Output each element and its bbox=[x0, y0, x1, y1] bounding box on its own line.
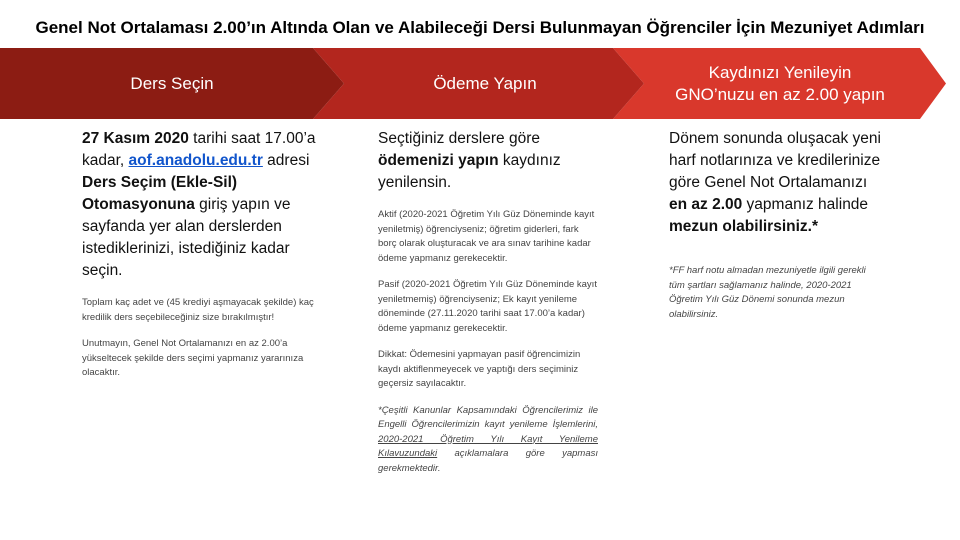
step-2-footnote-a: *Çeşitli Kanunlar Kapsamındaki Öğrencilerimiz ile Engelli Öğrencilerimizin kayıt yenileme İşlemlerini, bbox=[378, 404, 598, 430]
step-1-text-b: adresi bbox=[262, 152, 310, 169]
step-3-text-a: Dönem sonunda oluşacak yeni harf notlarınıza ve kredilerinize göre Genel Not Ortalamanızı bbox=[669, 130, 881, 191]
step-2-note-passive: Pasif (2020-2021 Öğretim Yılı Güz Döneminde kayıt yeniletmemiş) öğrenciyseniz; Ek kayıt yenileme döneminde (27.11.2020 tarihi saat 17.00’a kadar) ödeme yapmanız gerekecektir. bbox=[378, 279, 597, 334]
step-1-notes bbox=[82, 296, 318, 381]
step-1-note-reminder: Unutmayın, Genel Not Ortalamanızı en az 2.00’a yükseltecek şekilde ders seçimi yapmanız yararınıza olacaktır. bbox=[82, 338, 304, 378]
step-2-label: Ödeme Yapın bbox=[433, 73, 537, 93]
step-3-main-text bbox=[669, 128, 884, 238]
step-1-note-credits: Toplam kaç adet ve (45 krediyi aşmayacak şekilde) kaç kredilik ders seçebileceğiniz size bırakılmıştır! bbox=[82, 297, 314, 323]
step-1-main-text bbox=[82, 128, 318, 282]
step-3-label bbox=[630, 48, 930, 119]
step-3-bold-graduate: mezun olabilirsiniz.* bbox=[669, 218, 818, 235]
step-2-footnote bbox=[378, 404, 598, 477]
step-2-main-text bbox=[378, 128, 598, 194]
step-2-text-a: Seçtiğiniz derslere göre bbox=[378, 130, 540, 147]
deadline-date: 27 Kasım 2020 bbox=[82, 130, 189, 147]
aof-link[interactable]: aof.anadolu.edu.tr bbox=[128, 152, 263, 169]
page-title: Genel Not Ortalaması 2.00’ın Altında Olan ve Alabileceği Dersi Bulunmayan Öğrenciler İçin Mezuniyet Adımları bbox=[35, 18, 925, 37]
step-3-label-line1: Kaydınızı Yenileyin bbox=[708, 62, 852, 82]
step-3-text-b: yapmanız halinde bbox=[742, 196, 869, 213]
step-3-content bbox=[669, 128, 884, 322]
step-2-notes bbox=[378, 208, 598, 476]
step-1-text-c: giriş yapın ve sayfanda yer alan derslerden istediklerinizi, istediğiniz kadar seçin. bbox=[82, 196, 291, 279]
step-2-bold: ödemenizi yapın bbox=[378, 152, 499, 169]
step-2-footnote-b: açıklamalara göre yapması gerekmektedir. bbox=[378, 448, 598, 474]
kilavuz-link[interactable]: 2020-2021 Öğretim Yılı Kayıt Yenileme Kılavuzundaki bbox=[378, 433, 598, 459]
step-1-text-a: tarihi saat 17.00’a kadar, bbox=[82, 130, 316, 169]
step-3-bold-gno: en az 2.00 bbox=[669, 196, 743, 213]
step-2-content bbox=[378, 128, 598, 488]
step-3-label-line2: GNO’nuzu en az 2.00 yapın bbox=[675, 84, 885, 104]
step-3-footnote: *FF harf notu almadan mezuniyetle ilgili gerekli tüm şartları sağlamanız halinde, 2020-2021 Öğretim Yılı Güz Dönemi sonunda mezun olabilirsiniz. bbox=[669, 265, 866, 320]
ders-secim-system: Ders Seçim (Ekle-Sil) Otomasyonuna bbox=[82, 174, 238, 213]
step-2-text-b: kaydınız yenilensin. bbox=[378, 152, 561, 191]
step-2-note-warning: Dikkat: Ödemesini yapmayan pasif öğrencimizin kaydı aktiflenmeyecek ve yaptığı ders seçiminiz geçersiz sayılacaktır. bbox=[378, 349, 581, 389]
step-2-note-active: Aktif (2020-2021 Öğretim Yılı Güz Döneminde kayıt yeniletmiş) öğrenciyseniz; öğretim giderleri, fark borç olarak oluşturacak ve ara sınav tarihine kadar ödeme yapmanız gerekecektir. bbox=[378, 209, 595, 264]
step-1-content bbox=[82, 128, 318, 393]
step-1-label: Ders Seçin bbox=[130, 73, 214, 93]
